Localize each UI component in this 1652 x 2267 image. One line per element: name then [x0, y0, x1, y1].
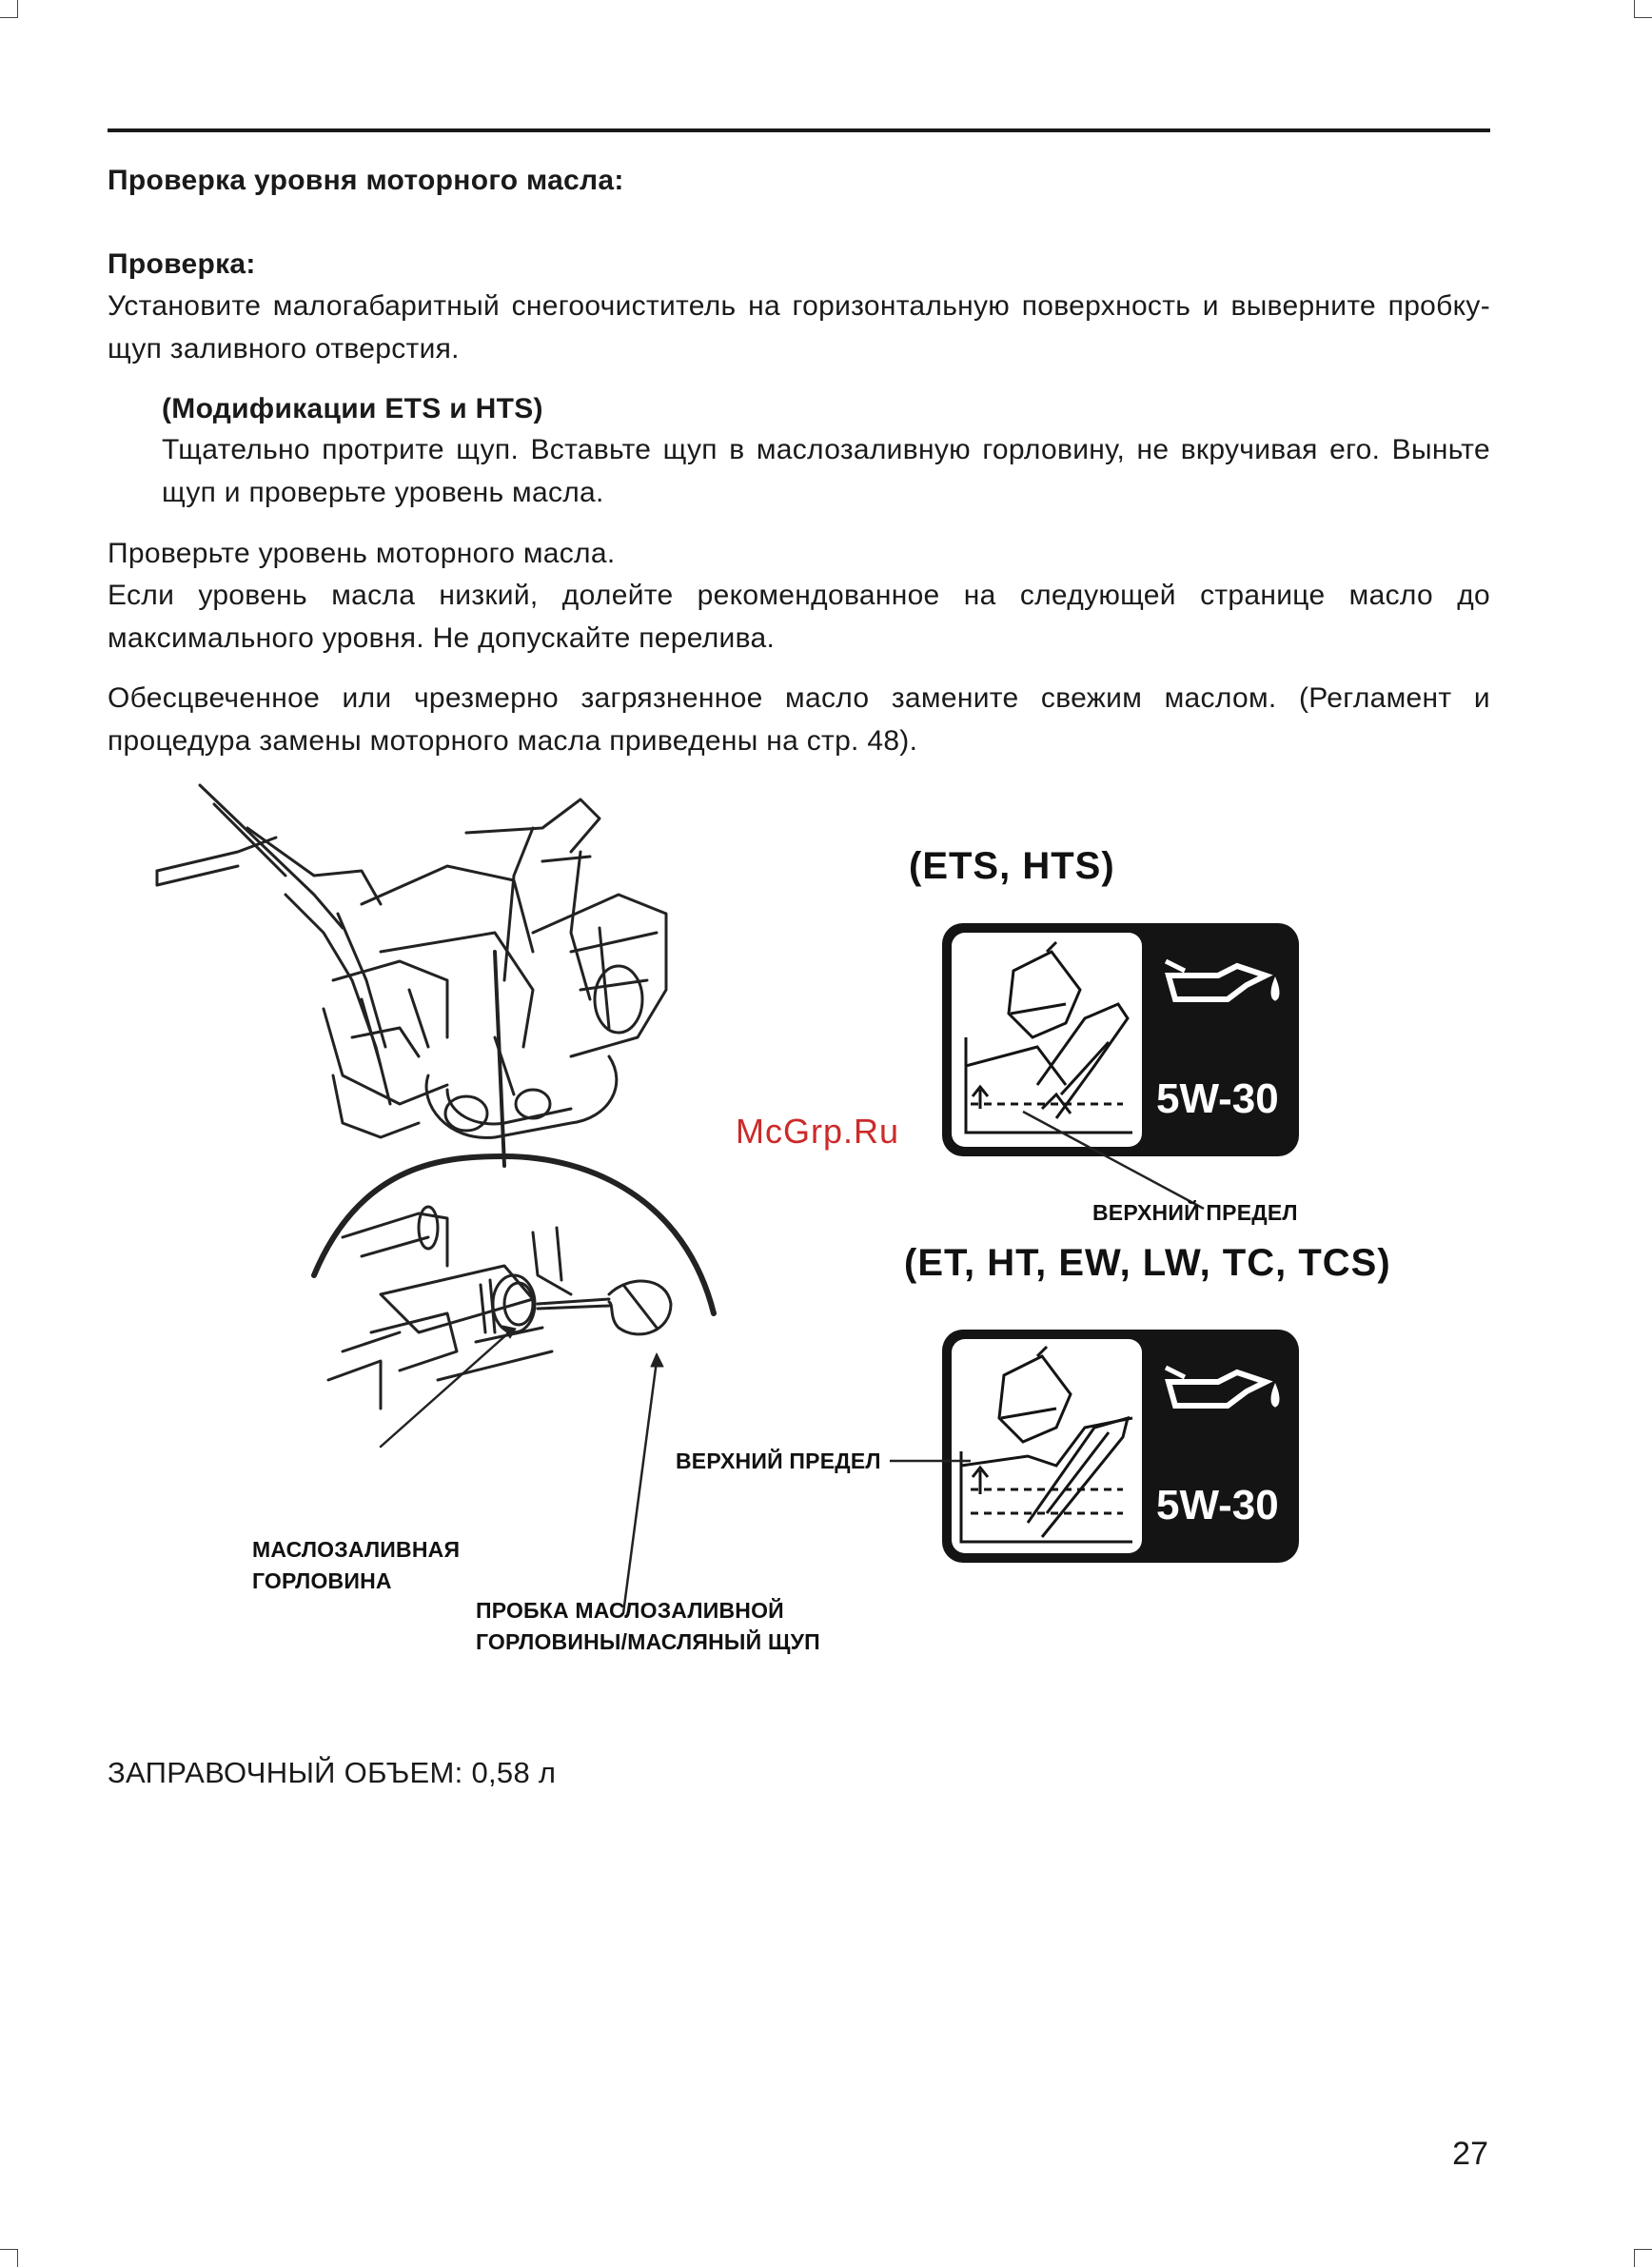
- dipstick-cap-label: [476, 1595, 820, 1658]
- crop-mark-bottom-left: [0, 2249, 18, 2267]
- oil-check-figure: [0, 761, 1652, 1675]
- page-number: 27: [1452, 2136, 1488, 2172]
- figure-drawing: [0, 761, 1652, 1675]
- dipstick-cap-label-line2: ГОРЛОВИНЫ/МАСЛЯНЫЙ ЩУП: [476, 1629, 820, 1654]
- filler-neck-label-line1: МАСЛОЗАЛИВНАЯ: [252, 1537, 461, 1562]
- paragraph-low-level: Если уровень масла низкий, долейте рекомендованное на следующей странице масло до максимального уровня. Не допускайте перелива.: [108, 580, 1490, 654]
- page-title: Проверка уровня моторного масла:: [108, 165, 624, 196]
- oil-grade-1: 5W-30: [1156, 1075, 1279, 1122]
- paragraph-discolored-oil: Обесцвеченное или чрезмерно загрязненное масло замените свежим маслом. (Регламент и процедура замены моторного масла приведены на стр. 48).: [108, 682, 1490, 757]
- crop-mark-bottom-right: [1634, 2249, 1652, 2267]
- crop-mark-top-right: [1634, 0, 1652, 18]
- modification-text: Тщательно протрите щуп. Вставьте щуп в маслозаливную горловину, не вкручивая его. Выньте щуп и проверьте уровень масла.: [162, 434, 1490, 508]
- header-rule: [108, 128, 1490, 132]
- filler-neck-label: [252, 1534, 460, 1597]
- model-group-1: (ETS, HTS): [909, 845, 1115, 887]
- check-heading: Проверка:: [108, 248, 256, 280]
- oil-capacity: ЗАПРАВОЧНЫЙ ОБЪЕМ: 0,58 л: [108, 1756, 557, 1789]
- upper-limit-label-2: ВЕРХНИЙ ПРЕДЕЛ: [676, 1449, 881, 1473]
- filler-neck-label-line2: ГОРЛОВИНА: [252, 1568, 392, 1593]
- check-intro: Установите малогабаритный снегоочиститель на горизонтальную поверхность и выверните пробку-щуп заливного отверстия.: [108, 290, 1490, 365]
- watermark: McGrp.Ru: [736, 1112, 900, 1151]
- modification-heading: (Модификации ETS и HTS): [162, 393, 543, 424]
- upper-limit-label-1: ВЕРХНИЙ ПРЕДЕЛ: [1092, 1200, 1298, 1225]
- oil-grade-2: 5W-30: [1156, 1482, 1279, 1528]
- dipstick-cap-label-line1: ПРОБКА МАСЛОЗАЛИВНОЙ: [476, 1598, 784, 1623]
- model-group-2: (ET, HT, EW, LW, TC, TCS): [904, 1242, 1391, 1284]
- crop-mark-top-left: [0, 0, 18, 18]
- paragraph-check-level: Проверьте уровень моторного масла.: [108, 538, 616, 569]
